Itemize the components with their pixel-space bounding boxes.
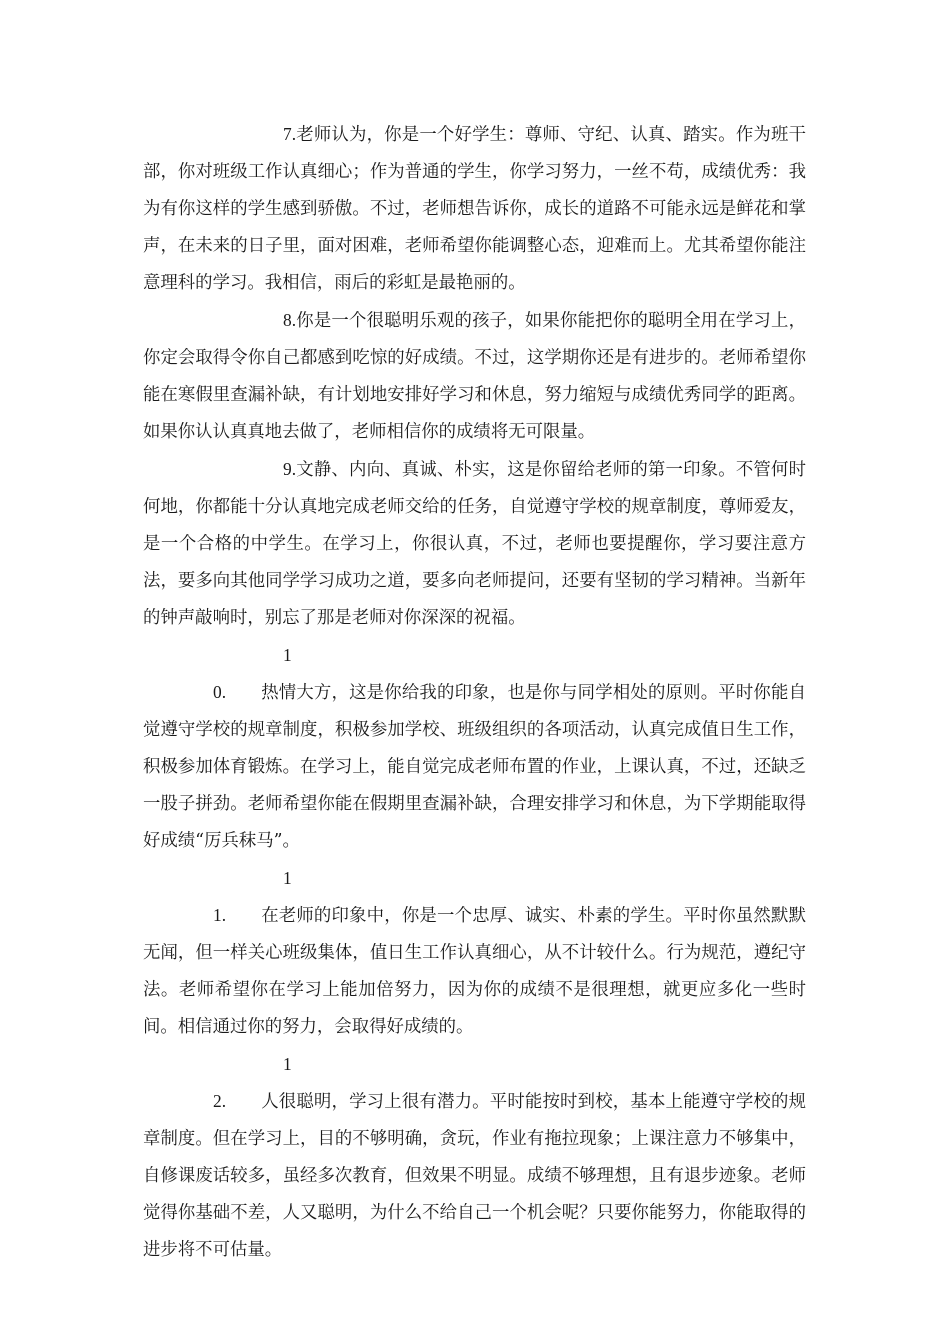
paragraph-number: 7. [283,124,297,144]
paragraph-text: 文静、内向、真诚、朴实，这是你留给老师的第一印象。不管何时何地，你都能十分认真地完成老师交给的任务，自觉遵守学校的规章制度，尊师爱友，是一个合格的中学生。在学习上，你很认真，不过，老师也要提醒你，学习要注意方法，要多向其他同学学习成功之道，要多向老师提问，还要有坚韧的学习精神。当新年的钟声敲响时，别忘了那是老师对你深深的祝福。 [143,460,806,628]
comment-paragraph-8 [143,302,806,451]
comment-paragraph-11 [143,860,806,1046]
paragraph-text: 人很聪明，学习上很有潜力。平时能按时到校，基本上能遵守学校的规章制度。但在学习上，目的不够明确，贪玩，作业有拖拉现象；上课注意力不够集中，自修课废话较多，虽经多次教育，但效果不明显。成绩不够理想，且有退步迹象。老师觉得你基础不差，人又聪明，为什么不给自己一个机会呢？只要你能努力，你能取得的进步将不可估量。 [143,1092,806,1260]
paragraph-text: 热情大方，这是你给我的印象，也是你与同学相处的原则。平时你能自觉遵守学校的规章制度，积极参加学校、班级组织的各项活动，认真完成值日生工作，积极参加体育锻炼。在学习上，能自觉完成老师布置的作业，上课认真，不过，还缺乏一股子拼劲。老师希望你能在假期里查漏补缺，合理安排学习和休息，为下学期能取得好成绩“厉兵秣马”。 [143,683,806,851]
comment-paragraph-12 [143,1046,806,1269]
paragraph-text: 在老师的印象中，你是一个忠厚、诚实、朴素的学生。平时你虽然默默无闻，但一样关心班级集体，值日生工作认真细心，从不计较什么。行为规范，遵纪守法。老师希望你在学习上能加倍努力，因为你的成绩不是很理想，就更应多化一些时间。相信通过你的努力，会取得好成绩的。 [143,906,806,1037]
paragraph-number: 9. [283,459,297,479]
comment-paragraph-10 [143,637,806,860]
paragraph-number: 11. [213,868,292,925]
paragraph-text: 老师认为，你是一个好学生：尊师、守纪、认真、踏实。作为班干部，你对班级工作认真细心；作为普通的学生，你学习努力，一丝不苟，成绩优秀：我为有你这样的学生感到骄傲。不过，老师想告诉你，成长的道路不可能永远是鲜花和掌声，在未来的日子里，面对困难，老师希望你能调整心态，迎难而上。尤其希望你能注意理科的学习。我相信，雨后的彩虹是最艳丽的。 [143,125,806,293]
document-body [143,116,806,1269]
comment-paragraph-7 [143,116,806,302]
paragraph-number: 8. [283,310,297,330]
comment-paragraph-9 [143,451,806,637]
paragraph-number: 12. [213,1054,292,1111]
paragraph-number: 10. [213,645,292,702]
paragraph-text: 你是一个很聪明乐观的孩子，如果你能把你的聪明全用在学习上，你定会取得令你自己都感到吃惊的好成绩。不过，这学期你还是有进步的。老师希望你能在寒假里查漏补缺，有计划地安排好学习和休息，努力缩短与成绩优秀同学的距离。如果你认认真真地去做了，老师相信你的成绩将无可限量。 [143,311,806,442]
